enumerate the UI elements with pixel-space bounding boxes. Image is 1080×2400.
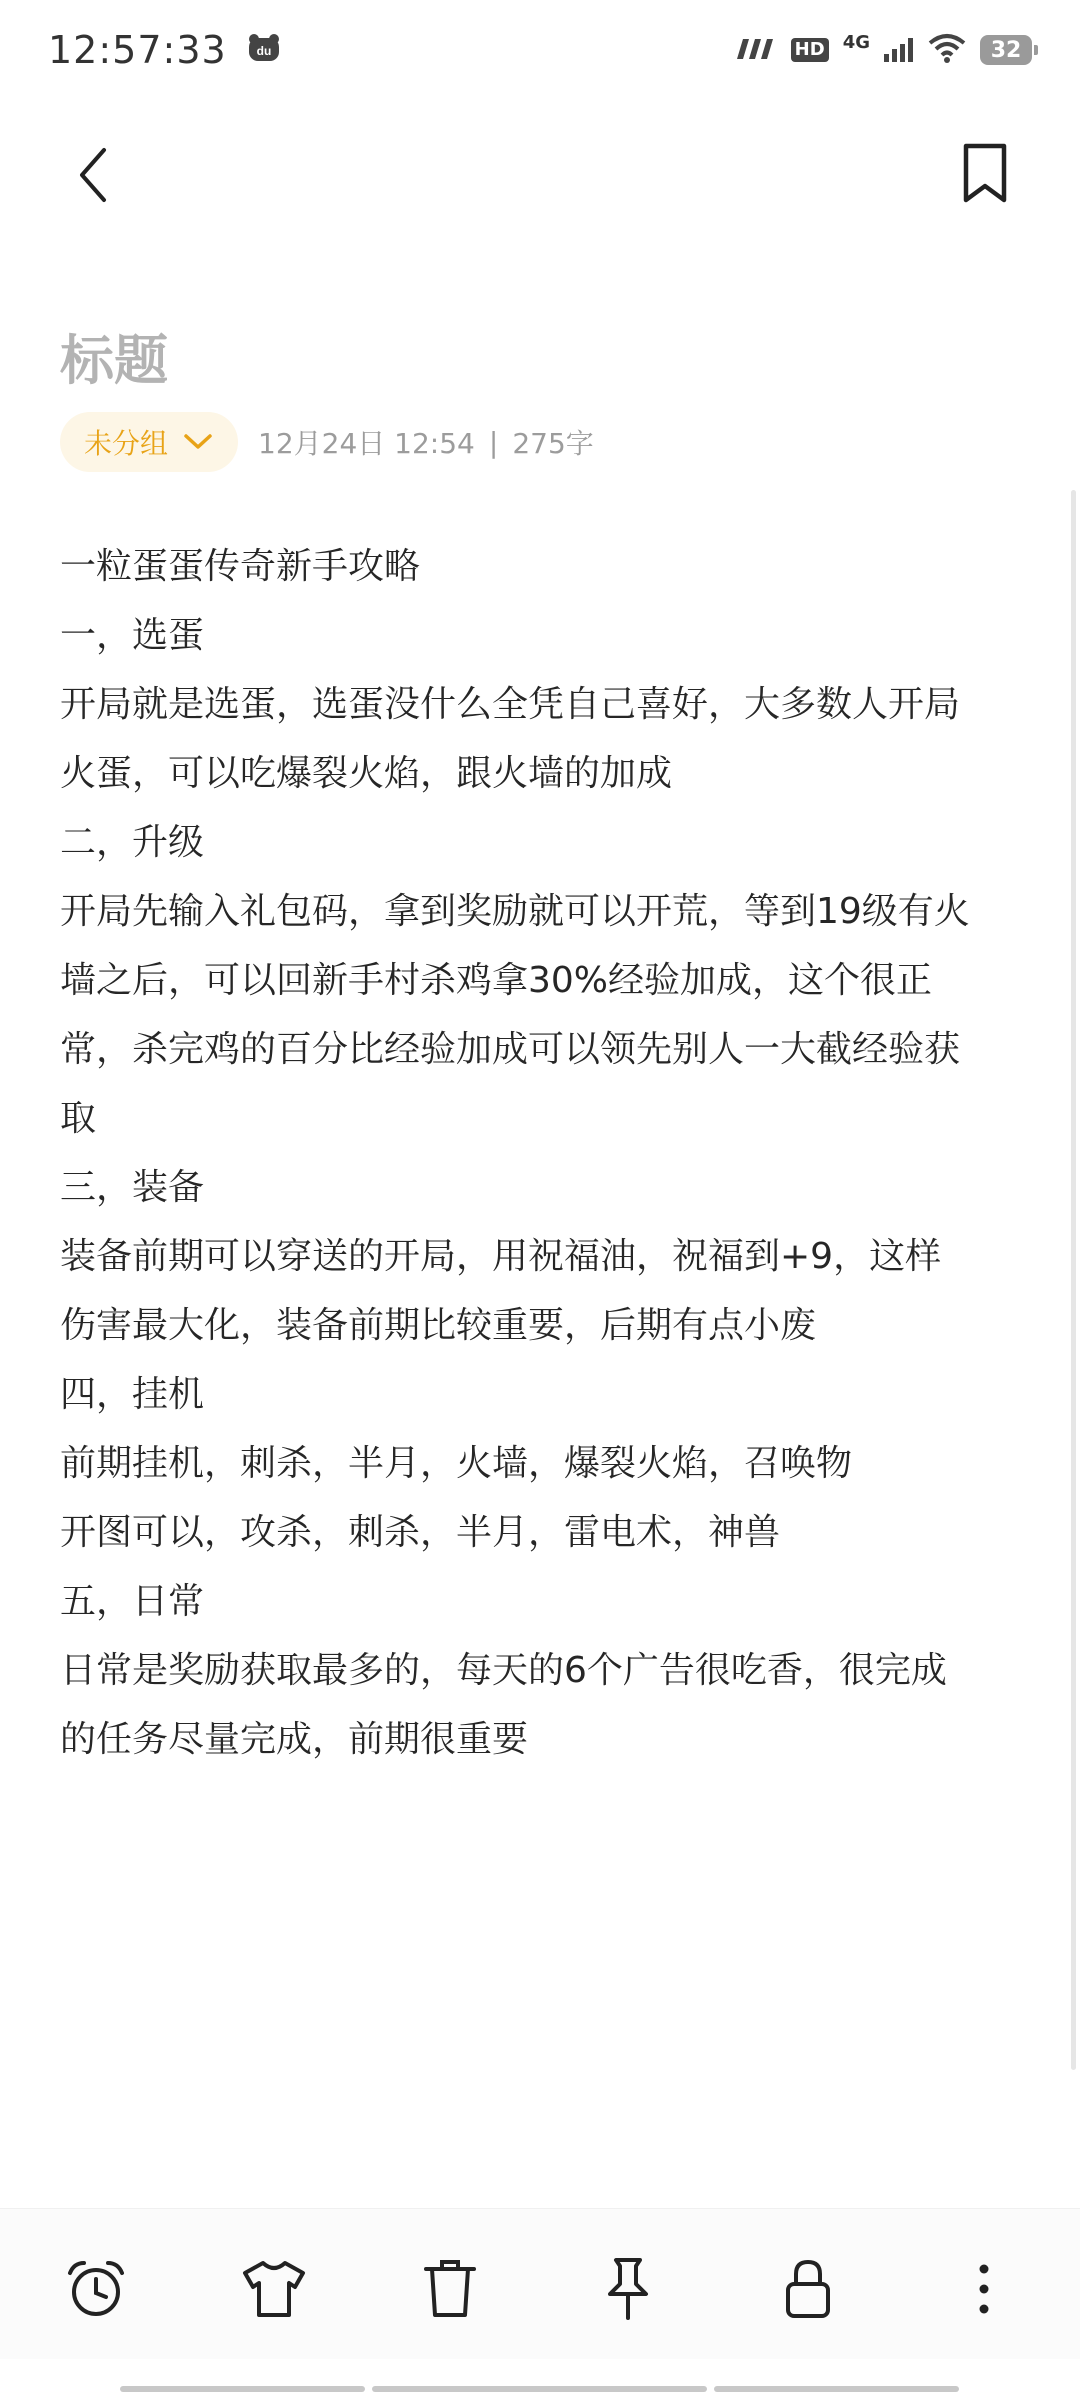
group-label: 未分组 bbox=[84, 427, 169, 460]
group-selector[interactable] bbox=[60, 412, 238, 472]
more-vertical-icon bbox=[974, 2259, 994, 2319]
status-right bbox=[735, 33, 1032, 67]
note-line: 二，升级 bbox=[60, 822, 205, 863]
du-bear-icon bbox=[247, 33, 281, 67]
note-line: 的任务尽量完成，前期很重要 bbox=[60, 1719, 529, 1760]
note-date: 12月24日 12:54 bbox=[258, 427, 475, 460]
wifi-icon bbox=[928, 33, 966, 67]
battery-indicator: 32 bbox=[980, 35, 1032, 65]
note-line: 火蛋，可以吃爆裂火焰，跟火墙的加成 bbox=[60, 753, 673, 794]
note-line: 常，杀完鸡的百分比经验加成可以领先别人一大截经验获 bbox=[60, 1029, 961, 1070]
back-chevron-icon bbox=[60, 140, 130, 210]
alarm-clock-icon bbox=[64, 2257, 128, 2321]
network-type-label: 4G bbox=[842, 31, 870, 53]
note-line: 装备前期可以穿送的开局，用祝福油，祝福到+9，这样 bbox=[60, 1236, 942, 1277]
note-line: 取 bbox=[60, 1098, 97, 1139]
note-line: 四，挂机 bbox=[60, 1374, 205, 1415]
lock-icon bbox=[780, 2256, 836, 2322]
chevron-down-icon bbox=[182, 432, 214, 452]
hd-badge: HD bbox=[791, 38, 829, 62]
note-meta-row bbox=[60, 412, 594, 472]
meta-separator: | bbox=[488, 425, 499, 459]
note-line: 三，装备 bbox=[60, 1167, 205, 1208]
reminder-button[interactable] bbox=[56, 2249, 136, 2329]
word-count: 275字 bbox=[512, 427, 594, 460]
cellular-signal-icon bbox=[884, 38, 914, 62]
trash-icon bbox=[422, 2257, 478, 2321]
svg-text:du: du bbox=[256, 44, 272, 58]
status-time: 12:57:33 bbox=[48, 28, 227, 72]
delete-button[interactable] bbox=[410, 2249, 490, 2329]
note-line: 日常是奖励获取最多的，每天的6个广告很吃香，很完成 bbox=[60, 1650, 947, 1691]
note-line: 开局先输入礼包码，拿到奖励就可以开荒，等到19级有火 bbox=[60, 891, 970, 932]
bookmark-button[interactable] bbox=[950, 138, 1020, 208]
note-line: 一，选蛋 bbox=[60, 615, 205, 656]
nav-segment bbox=[372, 2386, 707, 2392]
status-left bbox=[48, 28, 281, 72]
bottom-toolbar bbox=[0, 2208, 1080, 2359]
note-line: 开图可以，攻杀，刺杀，半月，雷电术，神兽 bbox=[60, 1512, 781, 1553]
note-line: 伤害最大化，装备前期比较重要，后期有点小废 bbox=[60, 1305, 817, 1346]
gesture-navigation-bar[interactable] bbox=[0, 2378, 1080, 2400]
note-line: 五，日常 bbox=[60, 1581, 205, 1622]
pin-button[interactable] bbox=[588, 2249, 668, 2329]
bookmark-icon bbox=[950, 138, 1020, 208]
note-line: 一粒蛋蛋传奇新手攻略 bbox=[60, 546, 421, 587]
note-line: 墙之后，可以回新手村杀鸡拿30%经验加成，这个很正 bbox=[60, 960, 933, 1001]
theme-button[interactable] bbox=[234, 2249, 314, 2329]
status-bar bbox=[0, 0, 1080, 100]
tshirt-theme-icon bbox=[241, 2259, 307, 2319]
top-app-bar bbox=[0, 120, 1080, 220]
note-title-input[interactable]: 标题 bbox=[60, 329, 168, 392]
note-line: 开局就是选蛋，选蛋没什么全凭自己喜好，大多数人开局 bbox=[60, 684, 961, 725]
nav-segment bbox=[714, 2386, 959, 2392]
signal-strength-icon bbox=[735, 37, 777, 63]
note-body[interactable] bbox=[60, 532, 1020, 1774]
nav-segment bbox=[120, 2386, 365, 2392]
note-line: 前期挂机，刺杀，半月，火墙，爆裂火焰，召唤物 bbox=[60, 1443, 853, 1484]
pin-icon bbox=[600, 2256, 656, 2322]
lock-button[interactable] bbox=[768, 2249, 848, 2329]
more-button[interactable] bbox=[944, 2249, 1024, 2329]
scrollbar[interactable] bbox=[1071, 490, 1076, 2070]
back-button[interactable] bbox=[60, 140, 130, 210]
